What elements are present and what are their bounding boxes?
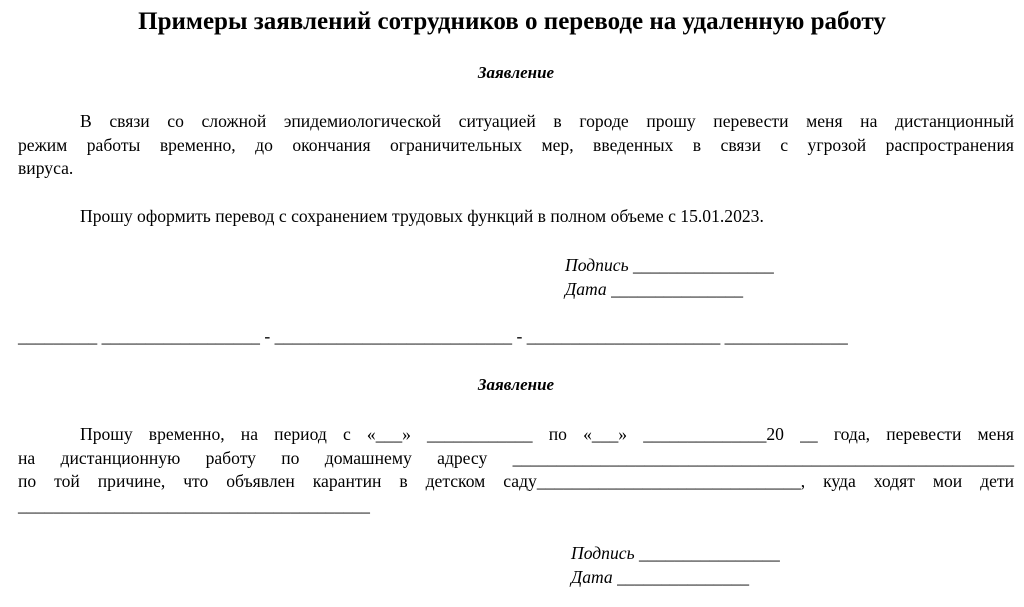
sample1-paragraph-line: вируса. — [18, 158, 74, 178]
sample2-date-line — [571, 566, 749, 590]
signature-field: ________________ — [633, 255, 774, 275]
signature-field: ________________ — [639, 543, 780, 563]
date-field: _______________ — [611, 279, 744, 299]
date-field: _______________ — [617, 567, 750, 587]
sample1-paragraph-2 — [18, 205, 1014, 229]
sample2-heading: Заявление — [477, 375, 555, 394]
sample1-signature-line — [565, 254, 774, 278]
document-title: Примеры заявлений сотрудников о переводе на удаленную работу — [138, 8, 886, 35]
sample1-heading: Заявление — [477, 63, 555, 82]
date-label: Дата — [571, 567, 613, 587]
sample2-signature-line — [571, 542, 780, 566]
date-label: Дата — [565, 279, 607, 299]
sample2-paragraph-line: по той причине, что объявлен карантин в детском саду______________________________, куда ходят мои дети — [18, 471, 1014, 491]
signature-label: Подпись — [565, 255, 629, 275]
sample1-paragraph-line: режим работы временно, до окончания ограничительных мер, введенных в связи с угрозой распространения — [18, 134, 1014, 155]
sample2-paragraph-line: на дистанционную работу по домашнему адресу _________________________________________________________ — [18, 447, 1014, 468]
sample2-paragraph — [18, 423, 1014, 517]
sample1-paragraph-line: В связи со сложной эпидемиологической ситуацией в городе прошу перевести меня на дистанционный — [80, 111, 1014, 131]
sample1-paragraph-2-line: Прошу оформить перевод с сохранением трудовых функций в полном объеме с 15.01.2023. — [80, 206, 764, 226]
section-separator: _________ __________________ - ___________________________ - ______________________ ______________ — [18, 326, 848, 346]
sample2-paragraph-line: ________________________________________ — [18, 494, 370, 515]
sample1-date-line — [565, 278, 743, 302]
sample2-paragraph-line: Прошу временно, на период с «___» ____________ по «___» ______________20 __ года, перевести меня — [80, 424, 1014, 444]
signature-label: Подпись — [571, 543, 635, 563]
sample1-paragraph — [18, 110, 1014, 181]
